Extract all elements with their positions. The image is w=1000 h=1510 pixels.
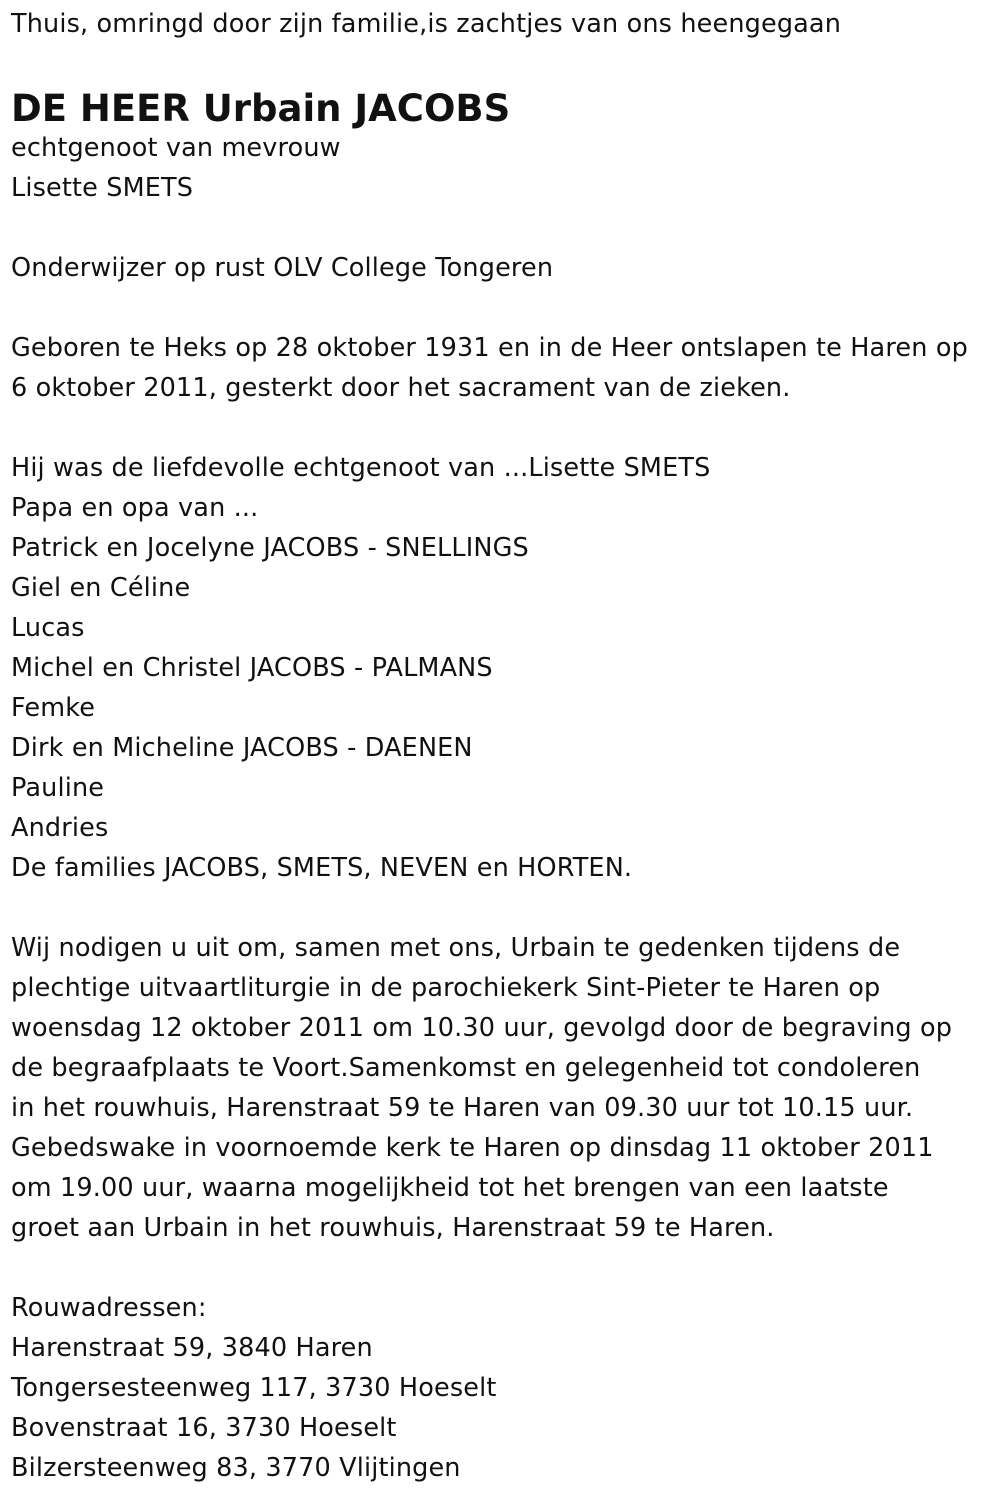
spacer	[11, 1248, 996, 1288]
invitation-line: Gebedswake in voornoemde kerk te Haren op dinsdag 11 oktober 2011	[11, 1133, 934, 1163]
family-line: Pauline	[11, 773, 105, 803]
spacer	[11, 888, 996, 928]
address-item: Tongersesteenweg 117, 3730 Hoeselt	[11, 1373, 497, 1403]
address-item: Bilzersteenweg 83, 3770 Vlijtingen	[11, 1453, 461, 1483]
invitation-line: plechtige uitvaartliturgie in de parochiekerk Sint-Pieter te Haren op	[11, 973, 881, 1003]
family-line: Andries	[11, 813, 109, 843]
invitation-line: in het rouwhuis, Harenstraat 59 te Haren van 09.30 uur tot 10.15 uur.	[11, 1093, 914, 1123]
family-line: Hij was de liefdevolle echtgenoot van ...Lisette SMETS	[11, 453, 711, 483]
family-line: Femke	[11, 693, 96, 723]
family-line: Giel en Céline	[11, 573, 191, 603]
addresses-heading: Rouwadressen:	[11, 1293, 207, 1323]
address-item: Bovenstraat 16, 3730 Hoeselt	[11, 1413, 397, 1443]
invitation-line: groet aan Urbain in het rouwhuis, Harenstraat 59 te Haren.	[11, 1213, 775, 1243]
family-line: Patrick en Jocelyne JACOBS - SNELLINGS	[11, 533, 529, 563]
invitation-line: woensdag 12 oktober 2011 om 10.30 uur, gevolgd door de begraving op	[11, 1013, 953, 1043]
family-line: Lucas	[11, 613, 85, 643]
family-line: Michel en Christel JACOBS - PALMANS	[11, 653, 493, 683]
family-line: De families JACOBS, SMETS, NEVEN en HORTEN.	[11, 853, 633, 883]
spouse-name: Lisette SMETS	[11, 173, 194, 203]
invitation-line: om 19.00 uur, waarna mogelijkheid tot het brengen van een laatste	[11, 1173, 889, 1203]
birth-death-line: Geboren te Heks op 28 oktober 1931 en in de Heer ontslapen te Haren op	[11, 333, 968, 363]
profession-text: Onderwijzer op rust OLV College Tongeren	[11, 253, 554, 283]
spacer	[11, 408, 996, 448]
spacer	[11, 288, 996, 328]
birth-death-line: 6 oktober 2011, gesterkt door het sacrament van de zieken.	[11, 373, 791, 403]
invitation-line: Wij nodigen u uit om, samen met ons, Urbain te gedenken tijdens de	[11, 933, 901, 963]
invitation-line: de begraafplaats te Voort.Samenkomst en gelegenheid tot condoleren	[11, 1053, 921, 1083]
family-line: Dirk en Micheline JACOBS - DAENEN	[11, 733, 473, 763]
obituary-document	[11, 4, 996, 1488]
intro-text: Thuis, omringd door zijn familie,is zachtjes van ons heengegaan	[11, 9, 842, 39]
spacer	[11, 208, 996, 248]
family-line: Papa en opa van ...	[11, 493, 259, 523]
spouse-line: echtgenoot van mevrouw	[11, 133, 341, 163]
deceased-name: DE HEER Urbain JACOBS	[11, 87, 511, 130]
address-item: Harenstraat 59, 3840 Haren	[11, 1333, 373, 1363]
